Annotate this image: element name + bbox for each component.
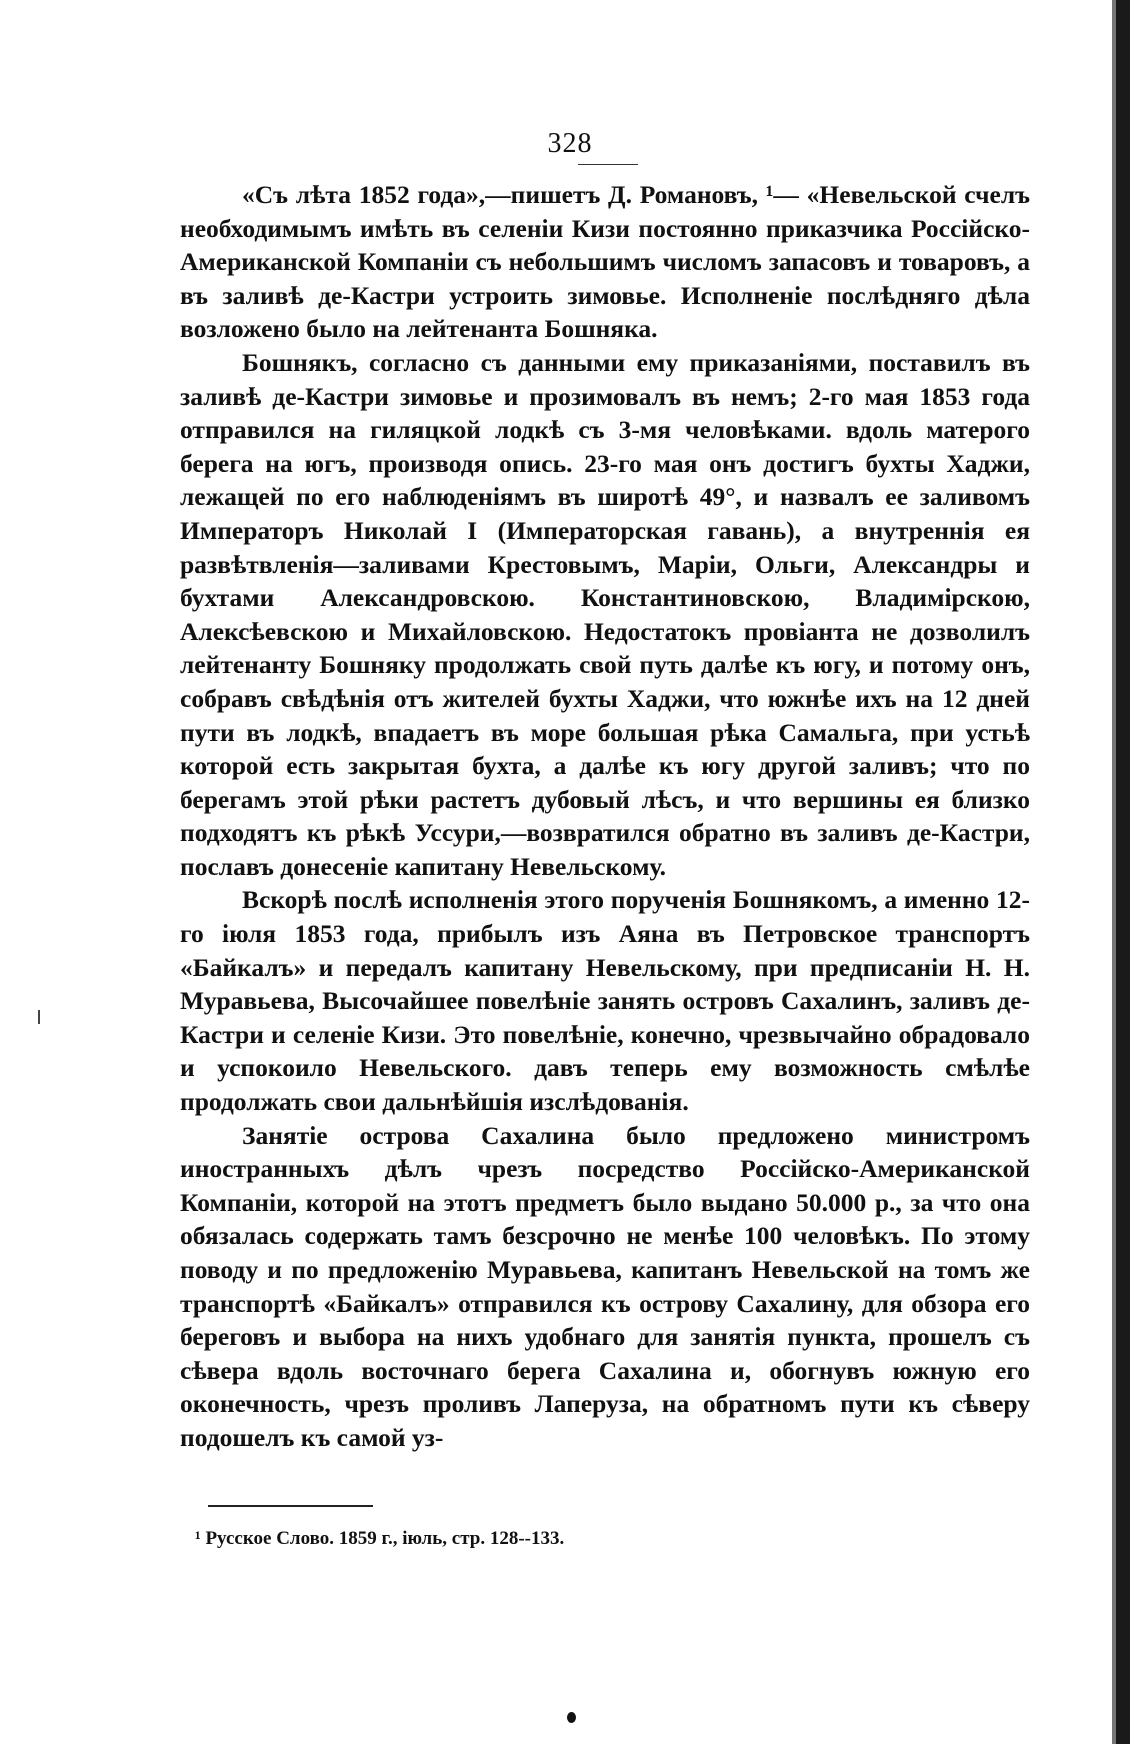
page-number-underline	[578, 164, 638, 165]
paragraph-1: «Съ лѣта 1852 года»,—пишетъ Д. Романовъ, ¹— «Невельской счелъ необходимымъ имѣть въ селеніи Кизи постоянно приказчика Россійско-Американской Компаніи съ небольшимъ числомъ запасовъ и товаровъ, а въ заливѣ де-Кастри устроить зимовье. Исполненіе послѣдняго дѣла возложено было на лейтенанта Бошняка.	[180, 180, 1030, 344]
footnote: ¹ Русское Слово. 1859 г., іюль, стр. 128--133.	[195, 1528, 565, 1549]
paragraph-3: Вскорѣ послѣ исполненія этого порученія Бошнякомъ, а именно 12-го іюля 1853 года, прибылъ изъ Аяна въ Петровское транспортъ «Байкалъ» и передалъ капитану Невельскому, при предписаніи Н. Н. Муравьева, Высочайшее повелѣніе занять островъ Сахалинъ, заливъ де-Кастри и селеніе Кизи. Это повелѣніе, конечно, чрезвычайно обрадовало и успокоило Невельского. давъ теперь ему возможность смѣлѣе продолжать свои дальнѣйшія изслѣдованія.	[180, 885, 1030, 1117]
ink-speck	[567, 1712, 576, 1723]
paragraph-4: Занятіе острова Сахалина было предложено министромъ иностранныхъ дѣлъ чрезъ посредство Россійско-Американской Компаніи, которой на этотъ предметъ было выдано 50.000 р., за что она обязалась содержать тамъ безсрочно не менѣе 100 человѣкъ. По этому поводу и по предложенію Муравьева, капитанъ Невельской на томъ же транспортѣ «Байкалъ» отправился къ острову Сахалину, для обзора его береговъ и выбора на нихъ удобнаго для занятія пункта, прошелъ съ сѣвера вдоль восточнаго берега Сахалина и, обогнувъ южную его оконечность, чрезъ проливъ Лаперуза, на обратномъ пути къ сѣверу подошелъ къ самой уз-	[180, 1120, 1030, 1452]
margin-mark	[38, 1010, 40, 1024]
page-number: 328	[547, 128, 593, 159]
paragraph-2: Бошнякъ, согласно съ данными ему приказаніями, поставилъ въ заливѣ де-Кастри зимовье и прозимовалъ въ немъ; 2-го мая 1853 года отправился на гиляцкой лодкѣ съ 3-мя человѣками. вдоль матерого берега на югъ, производя опись. 23-го мая онъ достигъ бухты Хаджи, лежащей по его наблюденіямъ въ широтѣ 49°, и назвалъ ее заливомъ Императоръ Николай I (Императорская гавань), а внутреннія ея развѣтвленія—заливами Крестовымъ, Маріи, Ольги, Александры и бухтами Александровскою. Константиновскою, Владимірскою, Алексѣевскою и Михайловскою. Недостатокъ провіанта не дозволилъ лейтенанту Бошняку продолжать свой путь далѣе къ югу, и потому онъ, собравъ свѣдѣнія отъ жителей бухты Хаджи, что южнѣе ихъ на 12 дней пути въ лодкѣ, впадаетъ въ море большая рѣка Самальга, при устьѣ которой есть закрытая бухта, а далѣе къ югу другой заливъ; что по берегамъ этой рѣки растетъ дубовый лѣсъ, и что вершины ея близко подходятъ къ рѣкѣ Уссури,—возвратился обратно въ заливъ де-Кастри, пославъ донесеніе капитану Невельскому.	[180, 347, 1030, 881]
footnote-separator	[208, 1505, 373, 1507]
main-text	[180, 178, 1030, 1455]
page-edge	[1116, 0, 1130, 1744]
